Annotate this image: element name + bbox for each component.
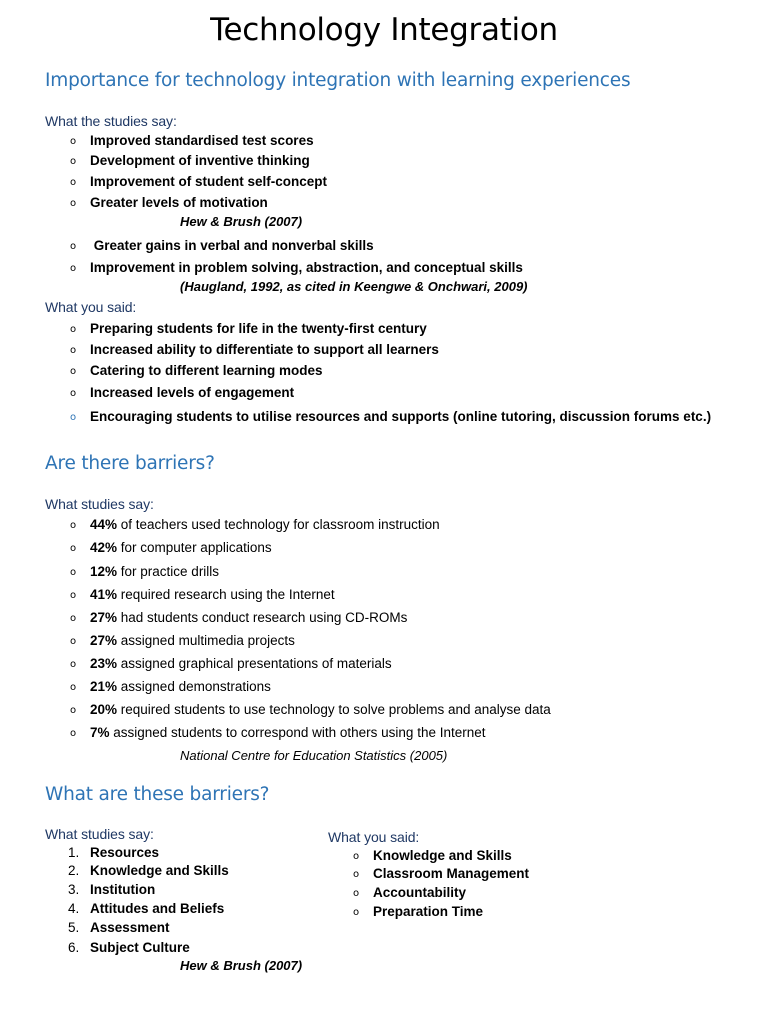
stat-percent: 12%: [90, 564, 118, 579]
bullet-icon: o: [70, 728, 77, 739]
bullet-icon: o: [353, 851, 360, 862]
stat-text: for practice drills: [117, 564, 220, 579]
bullet-icon: o: [353, 907, 360, 918]
bullet-icon: o: [70, 705, 77, 716]
section3-studies-heading: What studies say:: [45, 826, 154, 842]
bullet-icon: o: [70, 263, 77, 274]
citation-hew-brush: Hew & Brush (2007): [180, 214, 303, 229]
item-number: 4.: [68, 901, 80, 916]
item-number: 2.: [68, 863, 80, 878]
section2-heading: Are there barriers?: [45, 453, 215, 474]
stat-percent: 42%: [90, 540, 118, 555]
bullet-icon: o: [70, 520, 77, 531]
item-number: 3.: [68, 882, 80, 897]
bullet-icon: o: [70, 177, 77, 188]
citation-nces: National Centre for Education Statistics (2005): [180, 748, 448, 763]
bullet-icon: o: [70, 198, 77, 209]
stat-percent: 7%: [90, 725, 110, 740]
stat-text: required research using the Internet: [117, 587, 335, 602]
bullet-icon: o: [70, 682, 77, 693]
stat-percent: 44%: [90, 517, 118, 532]
stat-text: required students to use technology to solve problems and analyse data: [117, 702, 551, 717]
bullet-icon: o: [70, 659, 77, 670]
item-number: 1.: [68, 845, 80, 860]
page-title: Technology Integration: [210, 12, 558, 48]
stat-text: for computer applications: [117, 540, 272, 555]
bullet-icon: o: [70, 345, 77, 356]
stat-text: assigned demonstrations: [117, 679, 271, 694]
item-number: 5.: [68, 920, 80, 935]
stat-percent: 41%: [90, 587, 118, 602]
bullet-icon: o: [70, 324, 77, 335]
bullet-icon: o: [70, 636, 77, 647]
stat-text: assigned multimedia projects: [117, 633, 295, 648]
bullet-icon: o: [70, 366, 77, 377]
bullet-icon: o: [353, 888, 360, 899]
bullet-icon: o: [70, 567, 77, 578]
stat-percent: 27%: [90, 633, 118, 648]
section3-you-heading: What you said:: [328, 829, 420, 845]
stat-text: of teachers used technology for classroom instruction: [117, 517, 440, 532]
section2-studies-heading: What studies say:: [45, 496, 154, 512]
stat-text: assigned students to correspond with others using the Internet: [109, 725, 486, 740]
citation-hew-brush-2: Hew & Brush (2007): [180, 958, 303, 973]
bullet-icon: o: [70, 136, 77, 147]
section3-heading: What are these barriers?: [45, 784, 270, 805]
stat-percent: 21%: [90, 679, 118, 694]
section1-studies-heading: What the studies say:: [45, 113, 177, 129]
item-number: 6.: [68, 940, 80, 955]
bullet-icon: o: [70, 590, 77, 601]
bullet-icon: o: [70, 613, 77, 624]
stat-text: had students conduct research using CD-ROMs: [117, 610, 408, 625]
bullet-icon: o: [70, 543, 77, 554]
bullet-icon: o: [353, 869, 360, 880]
stat-percent: 20%: [90, 702, 118, 717]
citation-haugland: (Haugland, 1992, as cited in Keengwe & Onchwari, 2009): [180, 279, 528, 294]
bullet-icon: o: [70, 156, 77, 167]
stat-percent: 23%: [90, 656, 118, 671]
section1-heading: Importance for technology integration with learning experiences: [45, 70, 631, 91]
section1-you-heading: What you said:: [45, 299, 137, 315]
stat-percent: 27%: [90, 610, 118, 625]
bullet-icon: o: [70, 388, 77, 399]
bullet-icon: o: [70, 412, 77, 423]
bullet-icon: o: [70, 241, 77, 252]
stat-text: assigned graphical presentations of materials: [117, 656, 392, 671]
